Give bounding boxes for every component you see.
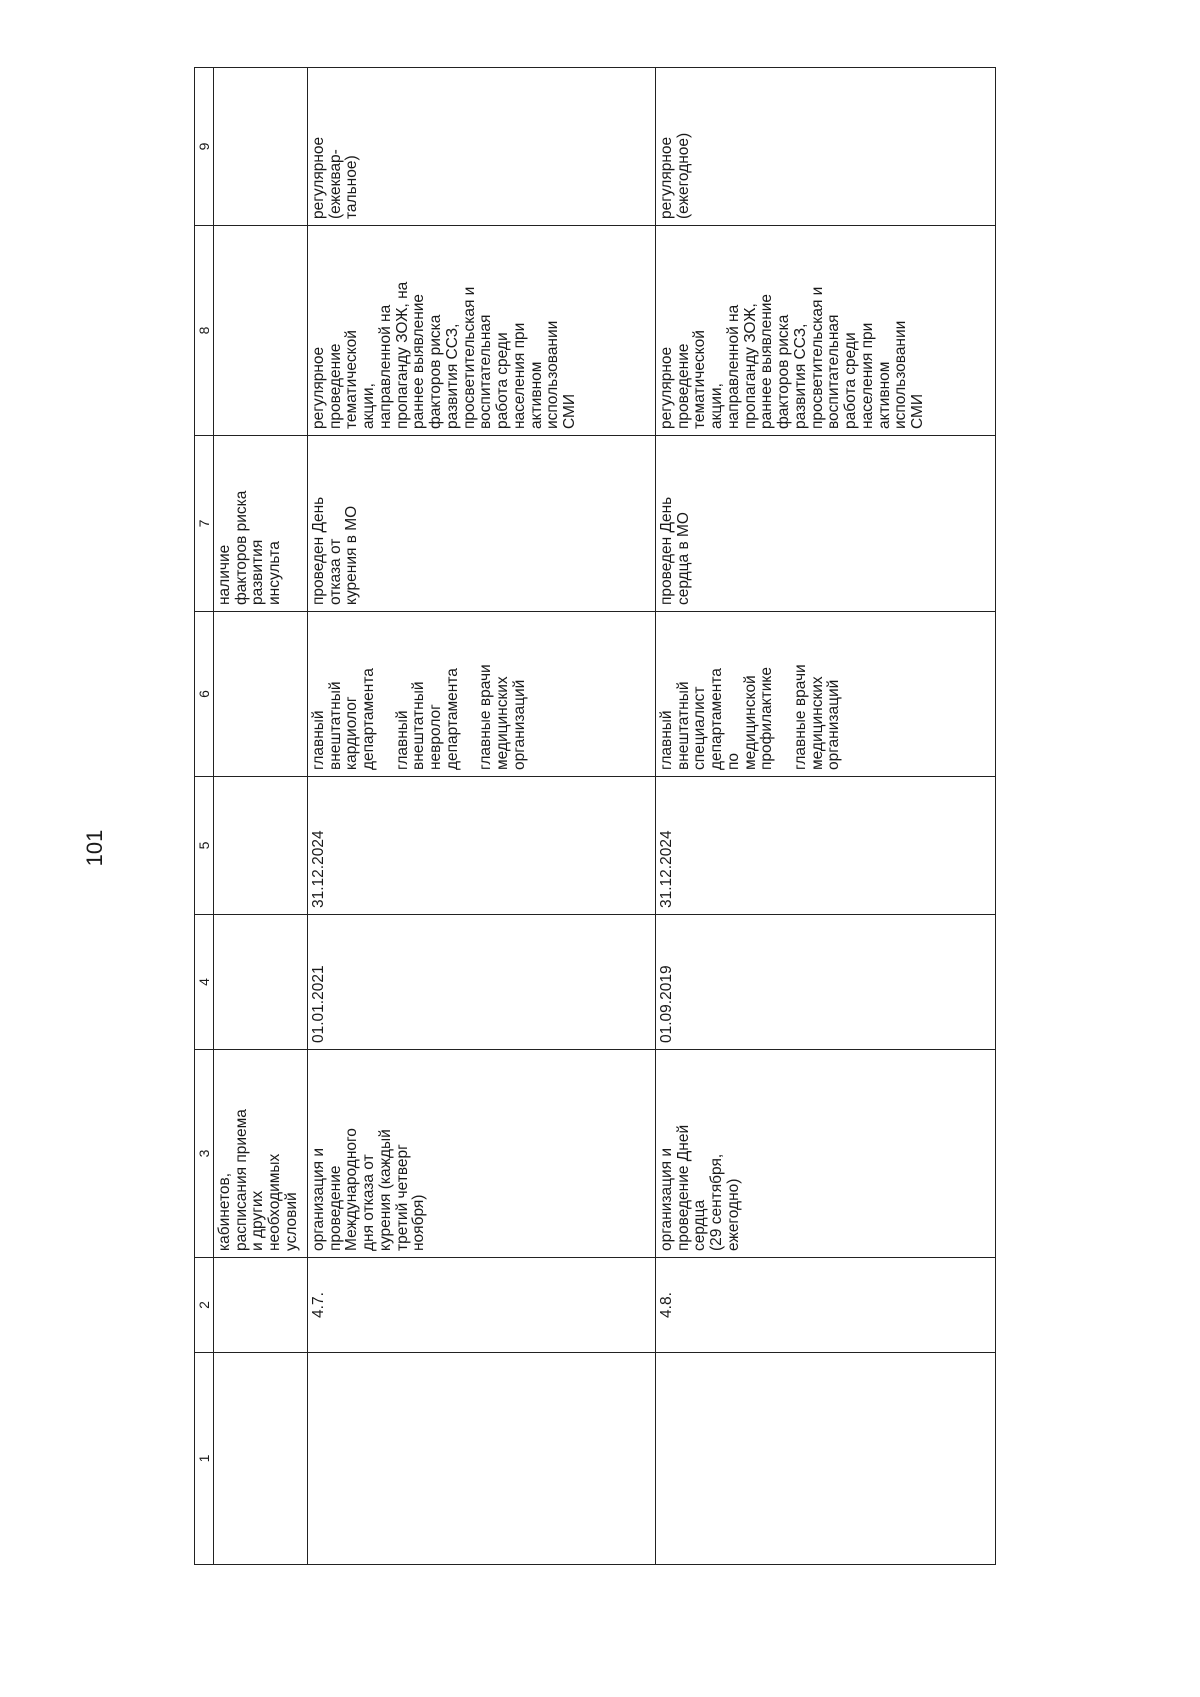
table-row <box>308 68 656 1565</box>
cell <box>308 1258 656 1353</box>
cell <box>656 436 996 612</box>
cell <box>656 226 996 436</box>
header-col-1: 1 <box>195 1353 214 1565</box>
cell-text <box>214 612 220 776</box>
header-col-7: 7 <box>195 436 214 612</box>
header-col-3: 3 <box>195 1050 214 1258</box>
header-col-2: 2 <box>195 1258 214 1353</box>
cell-text <box>214 68 220 225</box>
cell-text: регулярное проведение тематической акции, направленной на пропаганду ЗОЖ, раннее выявление факторов риска развития ССЗ, просветительская и воспитательная работа среди населения при активном использовании СМИ <box>658 286 927 429</box>
cell <box>656 612 996 777</box>
row-number: 4.8. <box>658 1292 675 1318</box>
cell <box>308 1050 656 1258</box>
document-table-wrapper <box>194 68 1000 1565</box>
row-number: 4.7. <box>310 1292 327 1318</box>
header-col-5: 5 <box>195 777 214 915</box>
cell-text: наличие факторов риска развития инсульта <box>216 490 284 605</box>
cell <box>308 226 656 436</box>
cell <box>308 68 656 226</box>
cell <box>214 1353 308 1565</box>
header-row <box>195 68 214 1565</box>
cell-text <box>214 915 220 1049</box>
cell <box>656 68 996 226</box>
end-date: 31.12.2024 <box>658 830 675 908</box>
cell <box>308 612 656 777</box>
cell <box>214 1258 308 1353</box>
header-col-6: 6 <box>195 612 214 777</box>
cell <box>214 68 308 226</box>
cell-text <box>308 1353 314 1564</box>
cell-text: регулярное (ежегодное) <box>658 132 692 219</box>
start-date: 01.01.2021 <box>310 965 327 1043</box>
cell <box>214 436 308 612</box>
cell <box>656 1050 996 1258</box>
cell <box>656 1353 996 1565</box>
cell <box>308 1353 656 1565</box>
cell-text <box>214 1353 220 1564</box>
header-col-9: 9 <box>195 68 214 226</box>
document-table <box>194 67 996 1565</box>
cell-text: проведен День сердца в МО <box>658 496 692 605</box>
cell-text: проведен День отказа от курения в МО <box>310 496 361 605</box>
table-row <box>656 68 996 1565</box>
header-col-4: 4 <box>195 915 214 1050</box>
cell-text: организация и проведение Дней сердца (29 сентября, ежегодно) <box>658 1124 742 1251</box>
cell-text <box>214 226 220 435</box>
cell <box>656 777 996 915</box>
cell-text <box>214 1258 220 1352</box>
cell-text <box>656 1353 662 1564</box>
cell-text: организация и проведение Международного дня отказа от курения (каждый третий четверг ноября) <box>310 1128 428 1251</box>
cell <box>214 1050 308 1258</box>
cell-text: главный внештатный кардиолог департамента главный внештатный невролог департамента главные врачи медицинских организаций <box>310 664 528 770</box>
start-date: 01.09.2019 <box>658 965 675 1043</box>
page-number: 101 <box>82 829 107 867</box>
cell-text: кабинетов, расписания приема и других необходимых условий <box>216 1109 300 1251</box>
cell-text: главный внештатный специалист департамента по медицинской профилактике главные врачи медицинских организаций <box>658 664 843 770</box>
end-date: 31.12.2024 <box>310 830 327 908</box>
cell <box>214 226 308 436</box>
cell-text: регулярное (ежеквар- тальное) <box>310 136 361 219</box>
cell-text: регулярное проведение тематической акции, направленной на пропаганду ЗОЖ, на раннее выявление факторов риска развития ССЗ, просветительская и воспитательная работа среди населения при активном использовании СМИ <box>310 281 579 429</box>
cell <box>214 612 308 777</box>
cell <box>308 777 656 915</box>
cell-text <box>214 777 220 914</box>
cell <box>214 915 308 1050</box>
cell <box>214 777 308 915</box>
cell <box>308 436 656 612</box>
table-row-continuation <box>214 68 308 1565</box>
cell <box>308 915 656 1050</box>
cell <box>656 915 996 1050</box>
cell <box>656 1258 996 1353</box>
header-col-8: 8 <box>195 226 214 436</box>
